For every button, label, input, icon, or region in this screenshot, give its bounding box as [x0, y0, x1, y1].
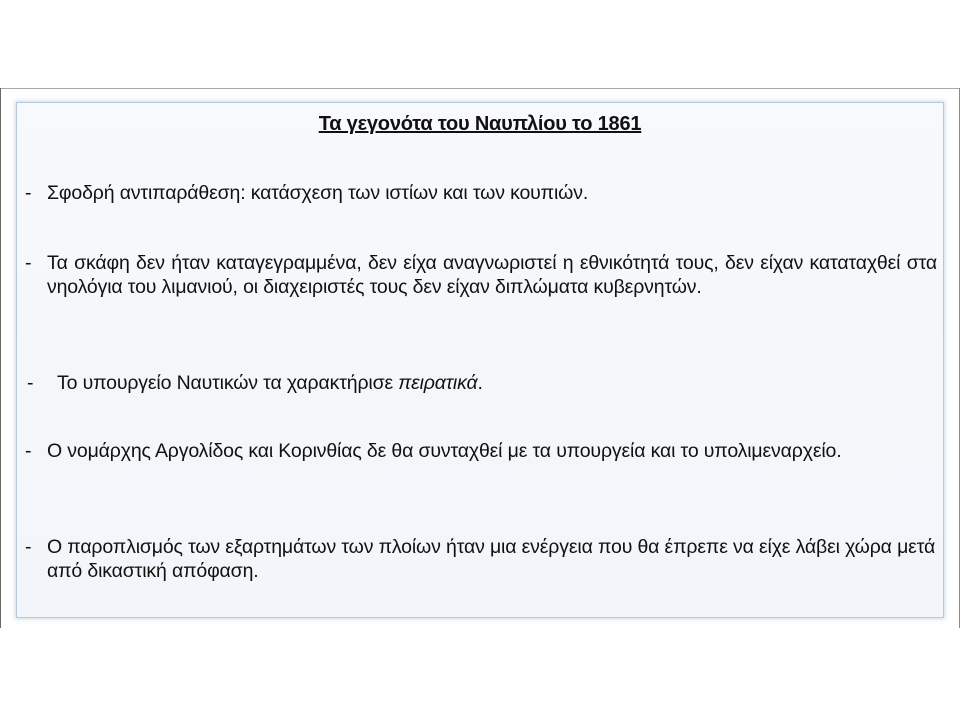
bullet-marker: -	[25, 182, 32, 204]
bullet-item	[25, 371, 937, 395]
bullet-text-plain: Το υπουργείο Ναυτικών τα χαρακτήρισε	[57, 372, 399, 394]
bullet-text: Τα σκάφη δεν ήταν καταγεγραμμένα, δεν είχα αναγνωριστεί η εθνικότητά τους, δεν είχαν καταταχθεί στα νηολόγια του λιμανιού, οι διαχειριστές τους δεν είχαν διπλώματα κυβερνητών.	[47, 252, 937, 298]
bullet-text	[57, 371, 937, 395]
bullet-marker: -	[25, 536, 32, 558]
content-textbox	[16, 102, 944, 618]
bullet-item	[25, 535, 937, 583]
bullet-marker: -	[25, 440, 32, 462]
bullet-item	[25, 251, 937, 299]
bullet-marker: -	[27, 372, 34, 394]
bullet-text-end: .	[477, 372, 483, 394]
bullet-text: Ο νομάρχης Αργολίδος και Κορινθίας δε θα συνταχθεί με τα υπουργεία και το υπολιμεναρχείο.	[47, 440, 842, 462]
bullet-text-emphasis: πειρατικά	[398, 372, 478, 394]
slide-title: Τα γεγονότα του Ναυπλίου το 1861	[318, 113, 642, 135]
bullet-marker: -	[25, 252, 32, 274]
bullet-text: Ο παροπλισμός των εξαρτημάτων των πλοίων ήταν μια ενέργεια που θα έπρεπε να είχε λάβει χώρα μετά από δικαστική απόφαση.	[47, 536, 936, 582]
bullet-item	[25, 181, 937, 205]
bullet-item	[25, 439, 937, 463]
slide-top-divider	[0, 88, 960, 89]
bullet-text: Σφοδρή αντιπαράθεση: κατάσχεση των ιστίων και των κουπιών.	[47, 182, 589, 204]
slide-left-divider	[0, 88, 1, 628]
